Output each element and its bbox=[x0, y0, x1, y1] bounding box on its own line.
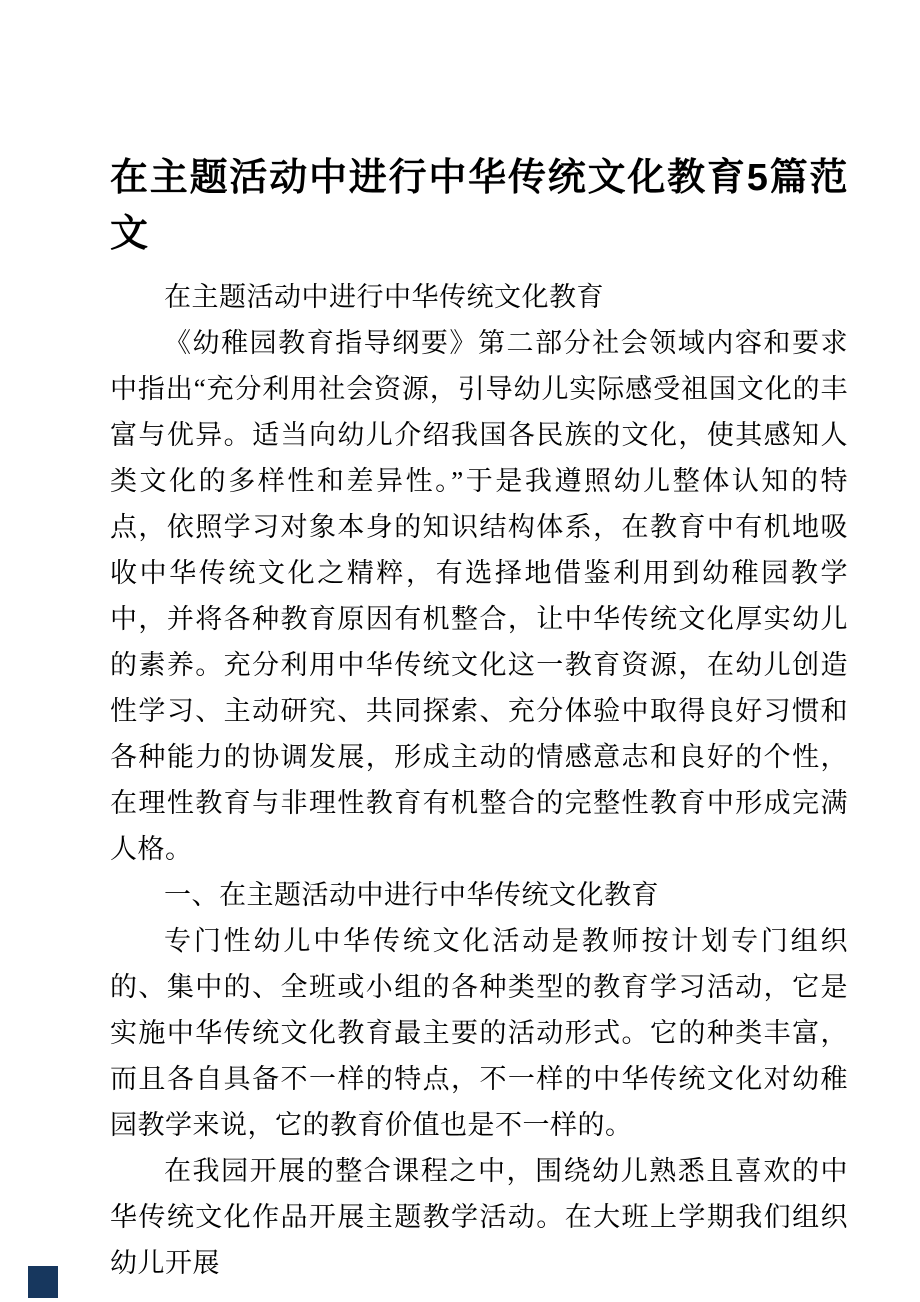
corner-marker bbox=[28, 1266, 58, 1298]
document-body bbox=[110, 274, 848, 1286]
paragraph-section-body: 专门性幼儿中华传统文化活动是教师按计划专门组织的、集中的、全班或小组的各种类型的教育学习活动，它是实施中华传统文化教育最主要的活动形式。它的种类丰富，而且各自具备不一样的特点，不一样的中华传统文化对幼稚园教学来说，它的教育价值也是不一样的。 bbox=[110, 926, 848, 1140]
document-title: 在主题活动中进行中华传统文化教育5篇范文 bbox=[110, 157, 848, 255]
paragraph-subtitle: 在主题活动中进行中华传统文化教育 bbox=[164, 282, 604, 312]
paragraph-intro: 《幼稚园教育指导纲要》第二部分社会领域内容和要求中指出“充分利用社会资源，引导幼儿实际感受祖国文化的丰富与优异。适当向幼儿介绍我国各民族的文化，使其感知人类文化的多样性和差异性。”于是我遵照幼儿整体认知的特点，依照学习对象本身的知识结构体系，在教育中有机地吸收中华传统文化之精粹，有选择地借鉴利用到幼稚园教学中，并将各种教育原因有机整合，让中华传统文化厚实幼儿的素养。充分利用中华传统文化这一教育资源，在幼儿创造性学习、主动研究、共同探索、充分体验中取得良好习惯和各种能力的协调发展，形成主动的情感意志和良好的个性，在理性教育与非理性教育有机整合的完整性教育中形成完满人格。 bbox=[110, 328, 848, 864]
paragraph-section-heading: 一、在主题活动中进行中华传统文化教育 bbox=[164, 880, 659, 910]
paragraph-section-body-2: 在我园开展的整合课程之中，围绕幼儿熟悉且喜欢的中华传统文化作品开展主题教学活动。在大班上学期我们组织幼儿开展 bbox=[110, 1156, 848, 1278]
